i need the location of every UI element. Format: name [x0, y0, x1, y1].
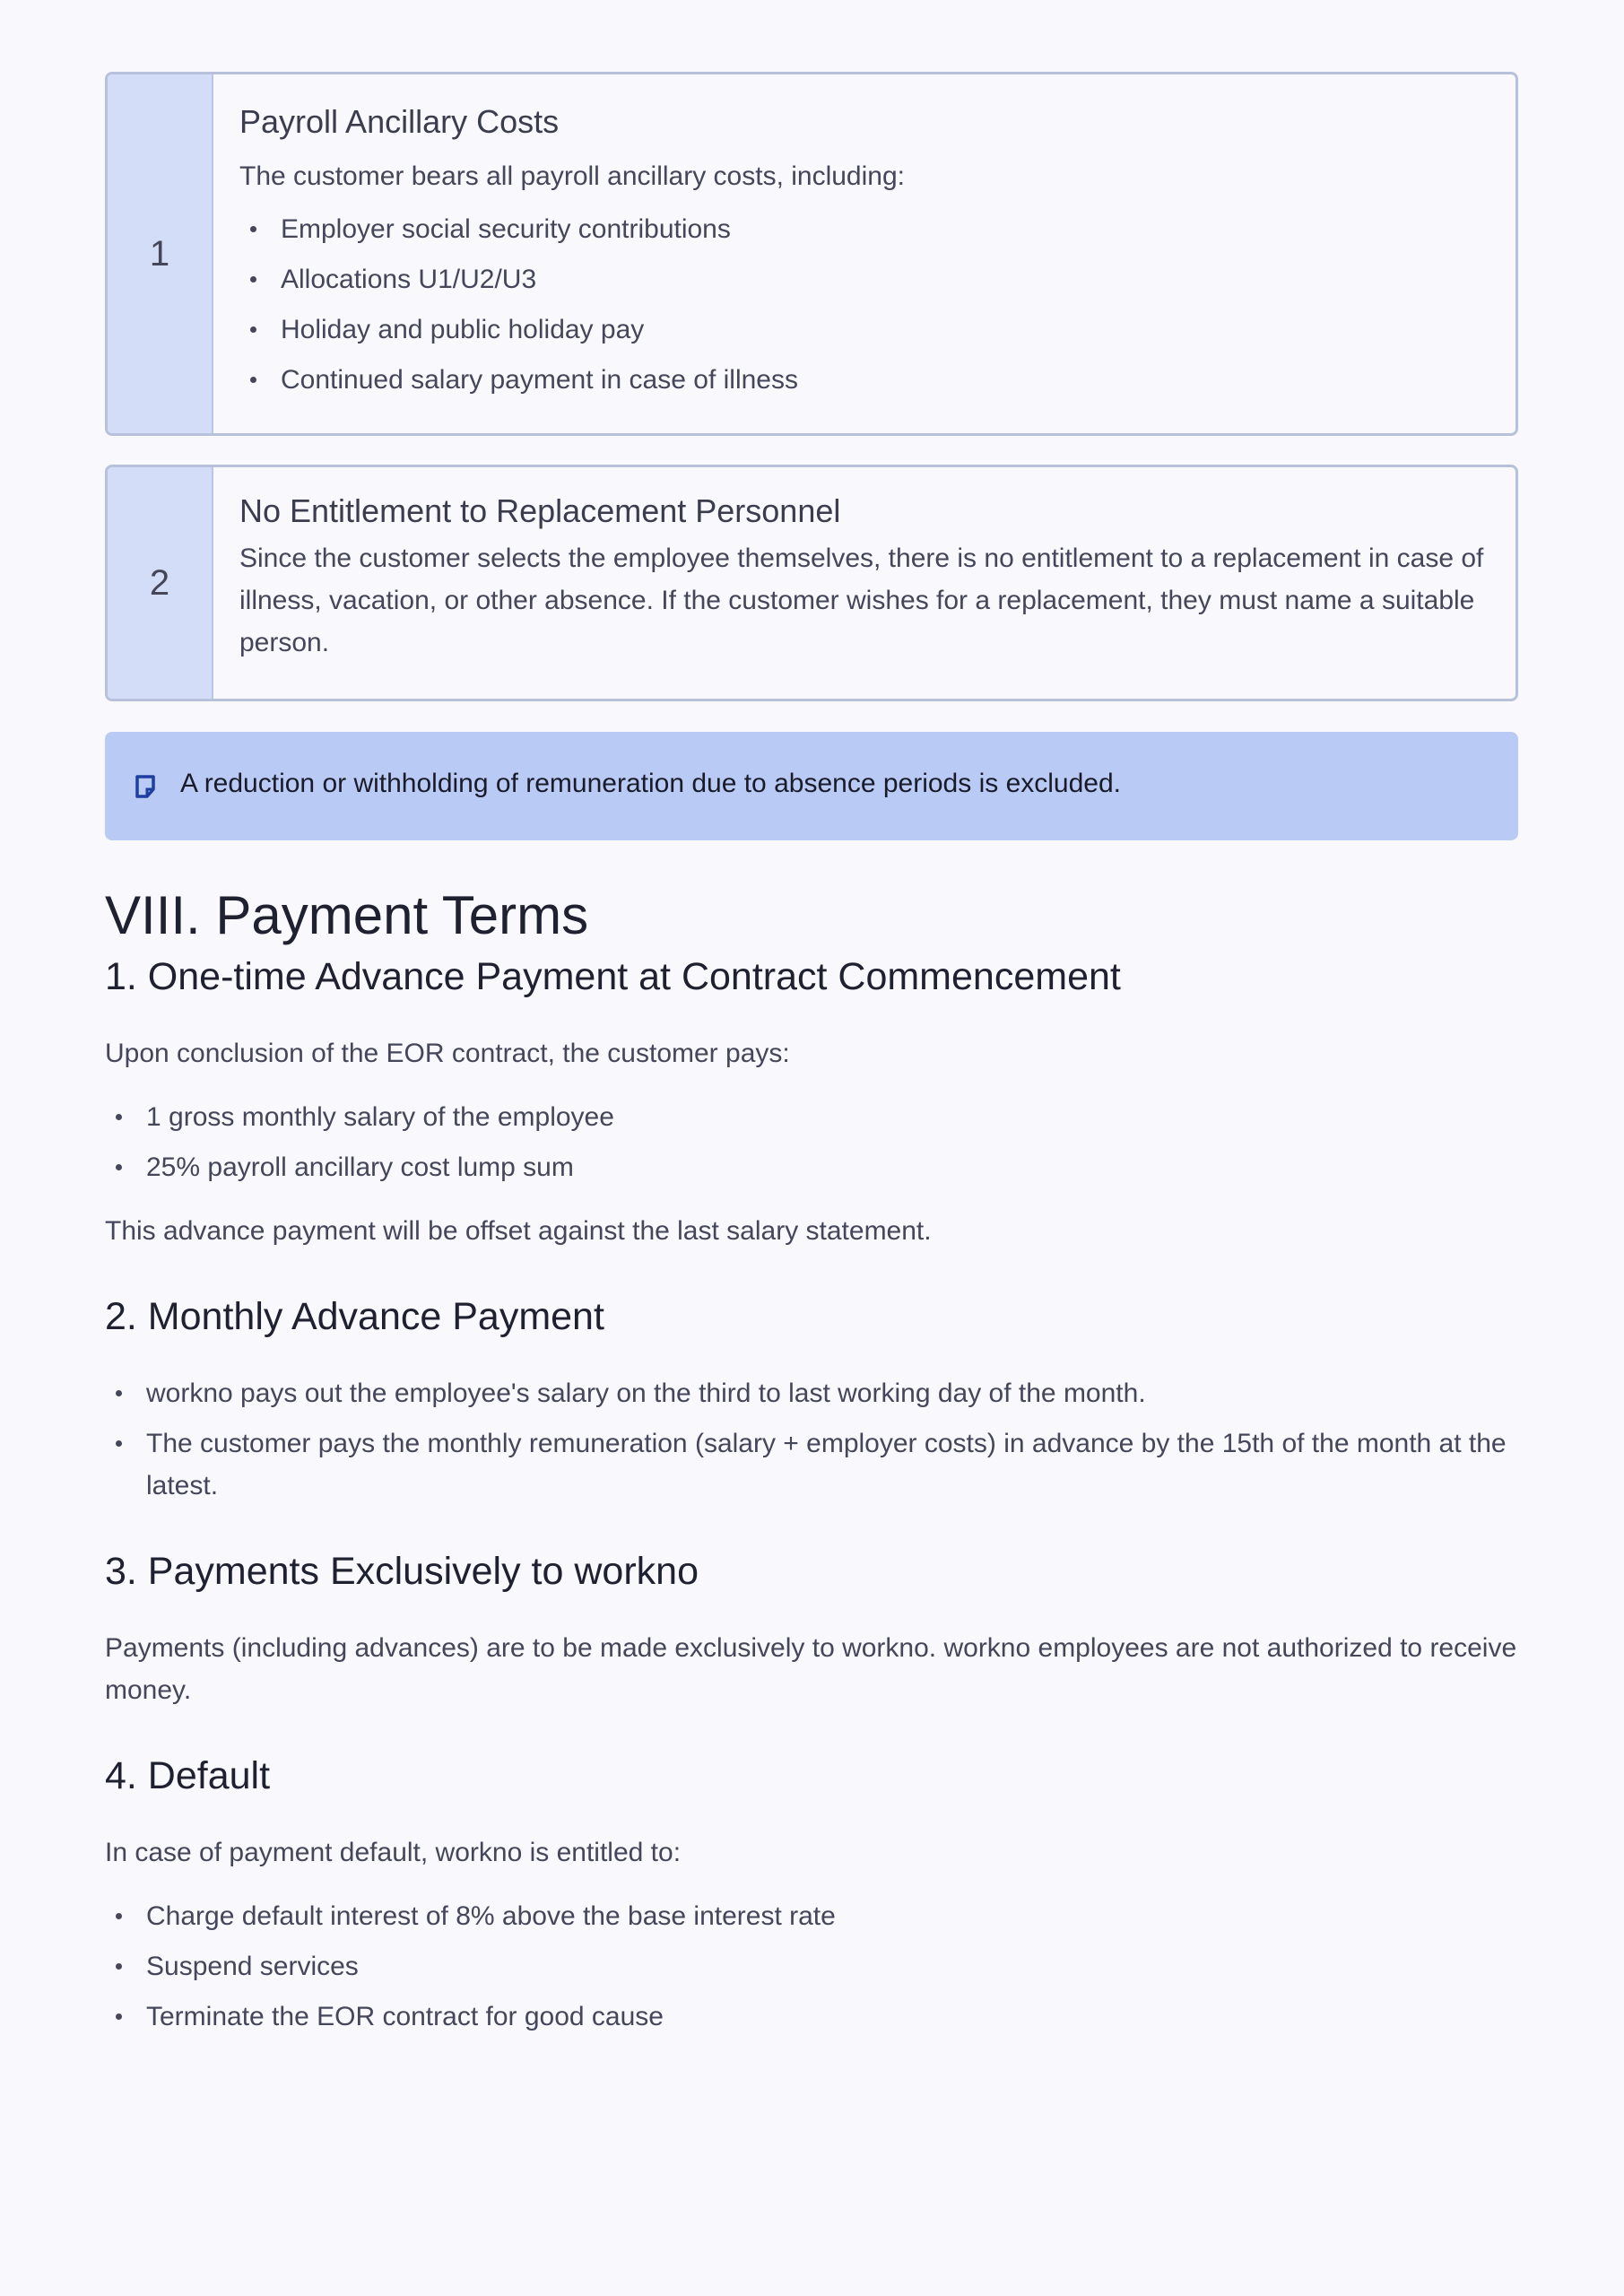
info-card-payroll-ancillary-costs [105, 72, 1518, 436]
bullet-list [105, 1096, 1518, 1188]
card-title: Payroll Ancillary Costs [239, 103, 560, 140]
paragraph: Payments (including advances) are to be made exclusively to workno. workno employees are not authorized to receive money. [105, 1633, 1517, 1705]
list-item: 25% payroll ancillary cost lump sum [105, 1146, 1518, 1188]
note-icon [134, 774, 157, 799]
info-card-no-replacement [105, 465, 1518, 701]
list-item: workno pays out the employee's salary on the third to last working day of the month. [105, 1372, 1518, 1414]
list-item: The customer pays the monthly remuneration (salary + employer costs) in advance by the 15th of the month at the latest. [105, 1422, 1518, 1507]
card-title: No Entitlement to Replacement Personnel [239, 492, 841, 529]
paragraph: In case of payment default, workno is entitled to: [105, 1838, 682, 1867]
list-item: Charge default interest of 8% above the base interest rate [105, 1895, 1518, 1937]
note-callout [105, 732, 1518, 840]
list-item: Allocations U1/U2/U3 [239, 258, 905, 300]
subsection-title: 2. Monthly Advance Payment [105, 1295, 604, 1338]
bullet-list [105, 1372, 1518, 1507]
subsection-title: 4. Default [105, 1754, 271, 1797]
list-item: Employer social security contributions [239, 208, 905, 250]
list-item: Continued salary payment in case of illness [239, 359, 905, 401]
document-content [105, 72, 1518, 2038]
note-text: A reduction or withholding of remuneration due to absence periods is excluded. [180, 768, 1121, 798]
bullet-list [105, 1895, 1518, 2038]
subsection-title: 1. One-time Advance Payment at Contract Commencement [105, 955, 1121, 998]
list-item: 1 gross monthly salary of the employee [105, 1096, 1518, 1138]
section-title: VIII. Payment Terms [105, 885, 589, 945]
card-text: The customer bears all payroll ancillary costs, including: [239, 161, 905, 191]
subsection-title: 3. Payments Exclusively to workno [105, 1550, 699, 1593]
card-number: 1 [108, 74, 213, 433]
card-number: 2 [108, 467, 213, 699]
list-item: Suspend services [105, 1945, 1518, 1987]
paragraph: This advance payment will be offset against the last salary statement. [105, 1216, 932, 1246]
card-list [239, 208, 905, 401]
card-text: Since the customer selects the employee themselves, there is no entitlement to a replacement in case of illness, vacation, or other absence. If the customer wishes for a replacement, they must name a suitable person. [239, 544, 1484, 657]
list-item: Terminate the EOR contract for good cause [105, 1996, 1518, 2038]
list-item: Holiday and public holiday pay [239, 309, 905, 351]
paragraph: Upon conclusion of the EOR contract, the customer pays: [105, 1039, 790, 1068]
